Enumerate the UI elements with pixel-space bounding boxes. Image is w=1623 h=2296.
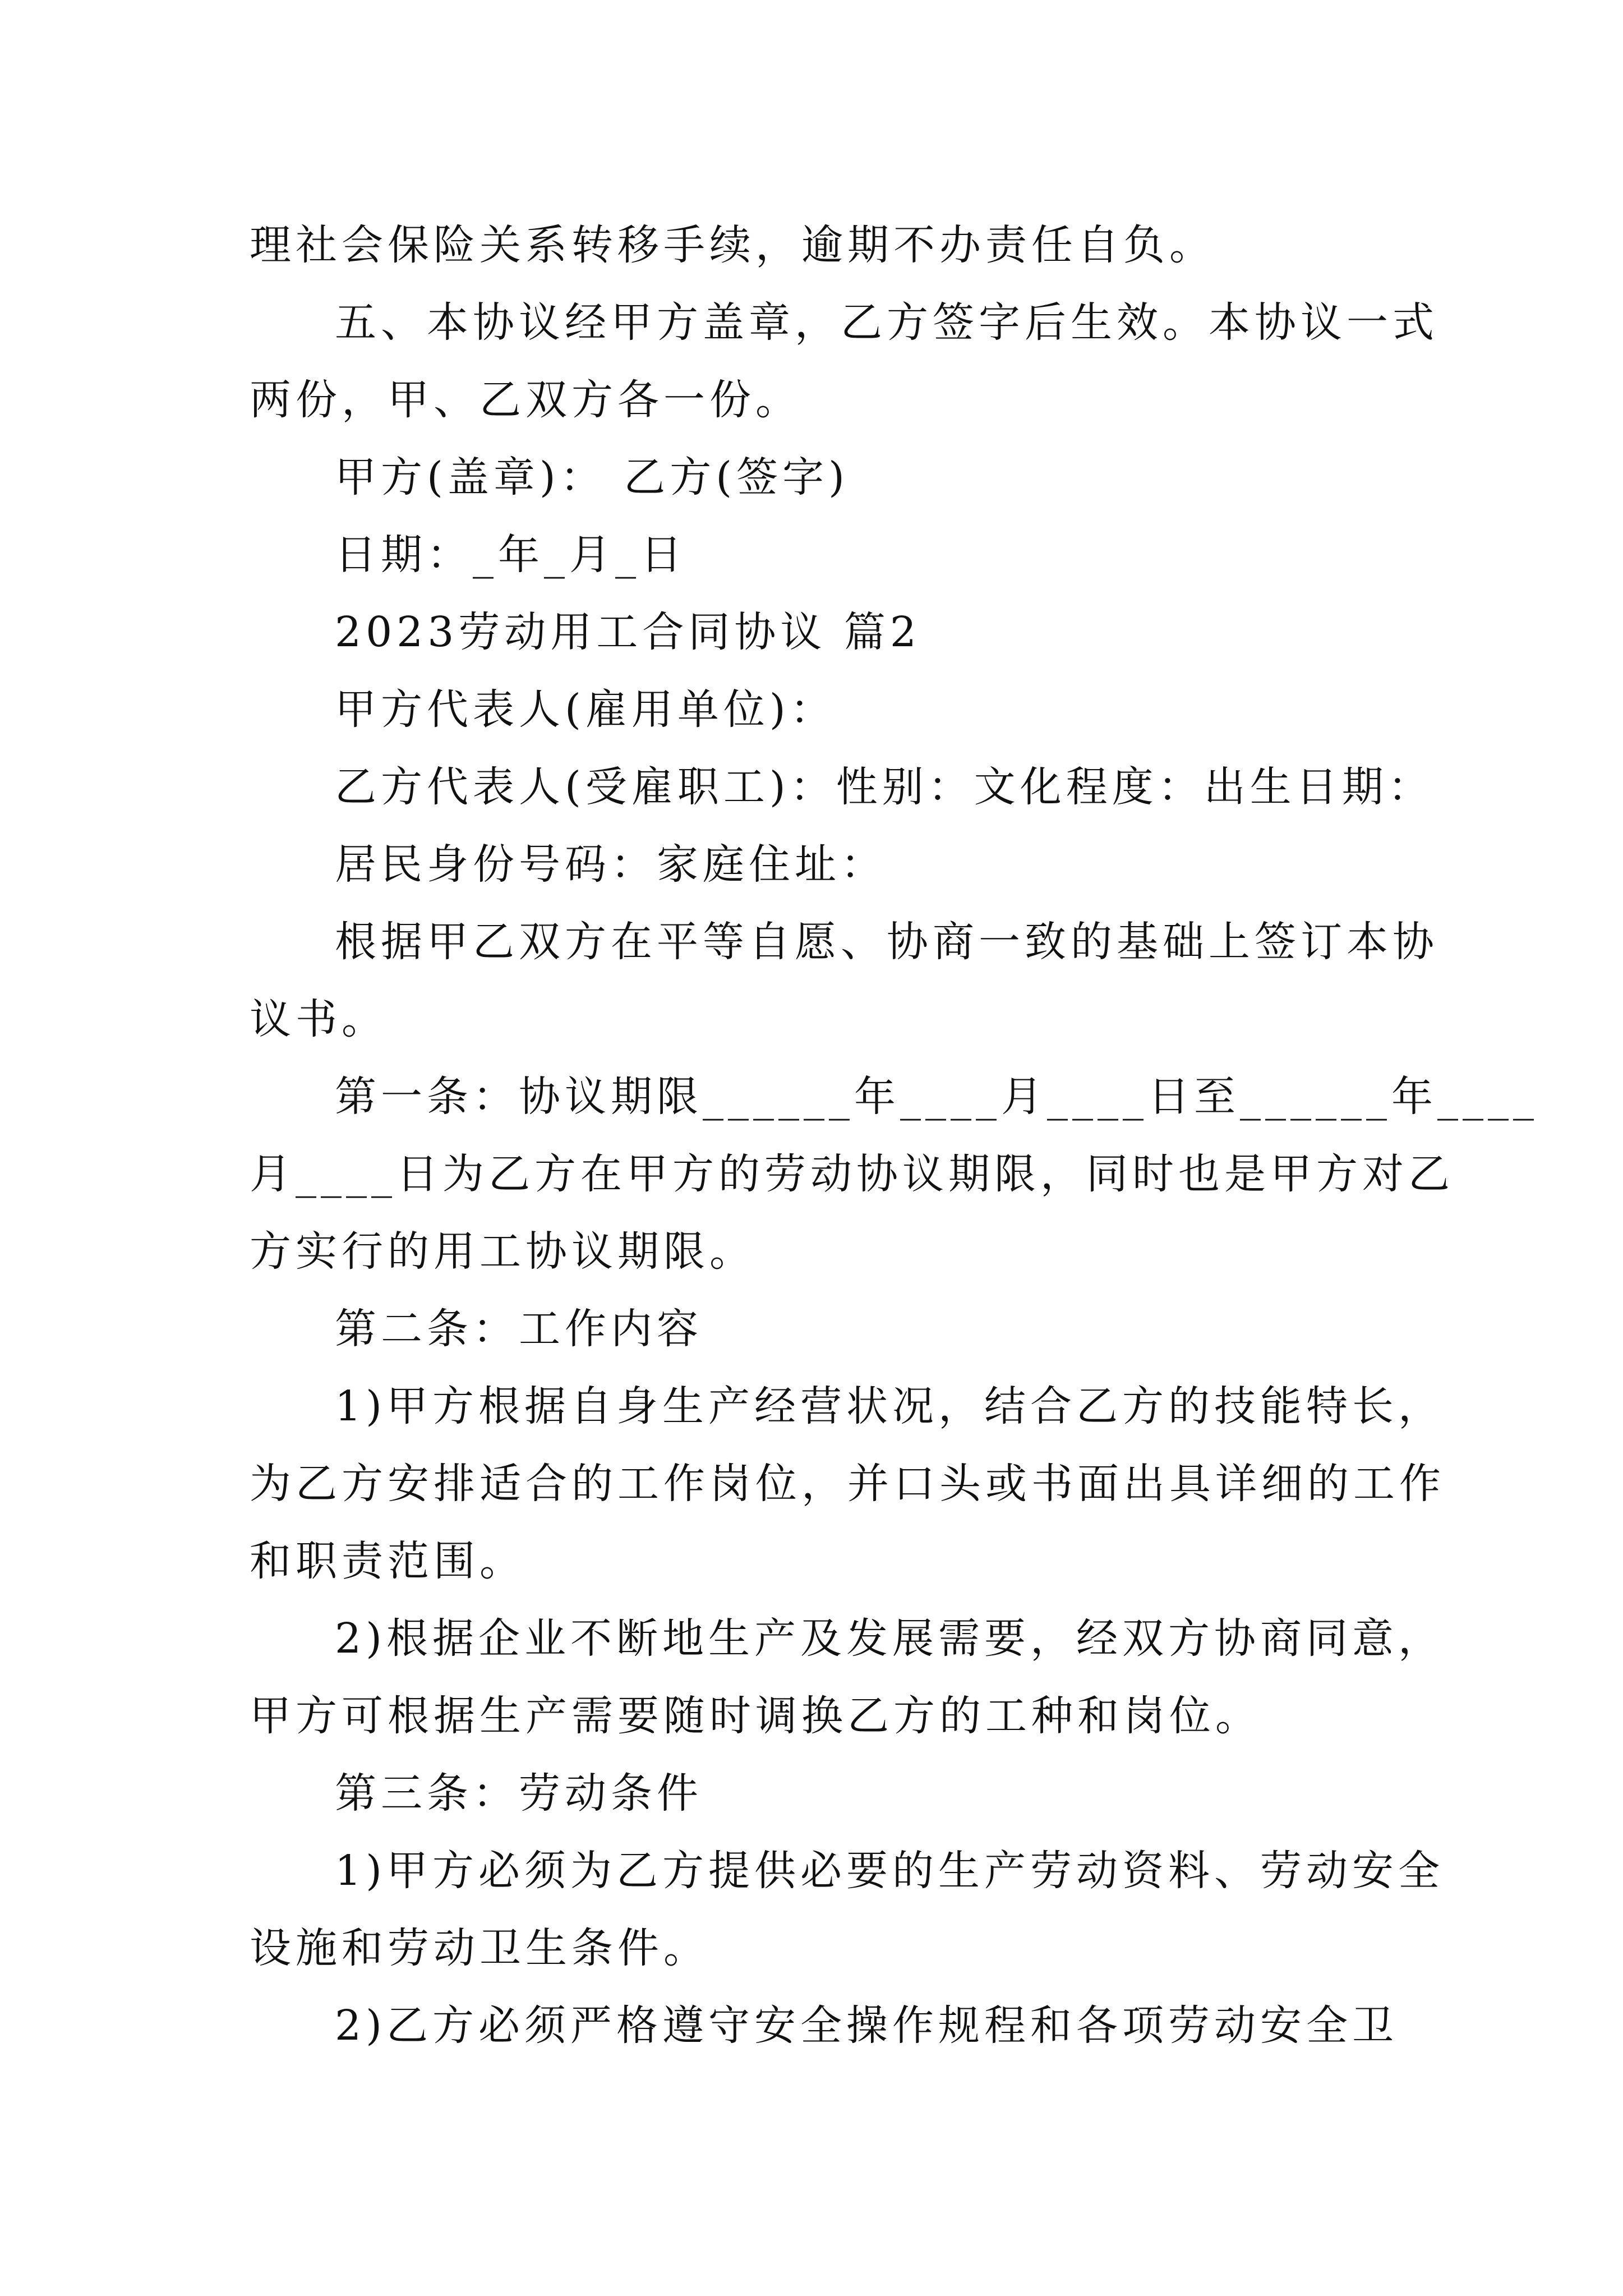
party-a-line: 甲方代表人(雇用单位)： [335, 685, 836, 734]
paragraph-line: 两份，甲、乙双方各一份。 [250, 376, 801, 424]
id-address-line: 居民身份号码：家庭住址： [335, 840, 887, 889]
date-line: 日期：_年_月_日 [335, 531, 686, 579]
paragraph-line: 设施和劳动卫生条件。 [250, 1924, 709, 1972]
signature-line: 甲方(盖章)： 乙方(签字) [335, 453, 850, 501]
section-heading: 2023劳动用工合同协议 篇2 [335, 608, 921, 656]
paragraph-line: 方实行的用工协议期限。 [250, 1227, 755, 1276]
article-three-heading: 第三条：劳动条件 [335, 1769, 703, 1818]
party-b-line: 乙方代表人(受雇职工)：性别：文化程度：出生日期： [335, 763, 1434, 811]
article-two-heading: 第二条：工作内容 [335, 1305, 703, 1353]
document-body [250, 206, 1538, 2064]
paragraph-line: 为乙方安排适合的工作岗位，并口头或书面出具详细的工作 [250, 1460, 1445, 1508]
paragraph-line: 根据甲乙双方在平等自愿、协商一致的基础上签订本协 [335, 918, 1438, 966]
article-one-line: 第一条：协议期限______年____月____日至______年____ [335, 1073, 1538, 1121]
paragraph-line: 2)根据企业不断地生产及发展需要，经双方协商同意， [335, 1614, 1444, 1663]
paragraph-line: 理社会保险关系转移手续，逾期不办责任自负。 [250, 221, 1215, 269]
paragraph-line: 议书。 [250, 995, 388, 1043]
paragraph-line: 1)甲方必须为乙方提供必要的生产劳动资料、劳动安全 [335, 1847, 1444, 1895]
paragraph-line: 和职责范围。 [250, 1537, 525, 1585]
paragraph-line: 2)乙方必须严格遵守安全操作规程和各项劳动安全卫 [335, 2001, 1398, 2050]
paragraph-line: 甲方可根据生产需要随时调换乙方的工种和岗位。 [250, 1692, 1261, 1740]
paragraph-line: 月____日为乙方在甲方的劳动协议期限，同时也是甲方对乙 [250, 1150, 1454, 1198]
paragraph-line: 五、本协议经甲方盖章，乙方签字后生效。本协议一式 [335, 298, 1438, 347]
paragraph-line: 1)甲方根据自身生产经营状况，结合乙方的技能特长， [335, 1382, 1444, 1430]
